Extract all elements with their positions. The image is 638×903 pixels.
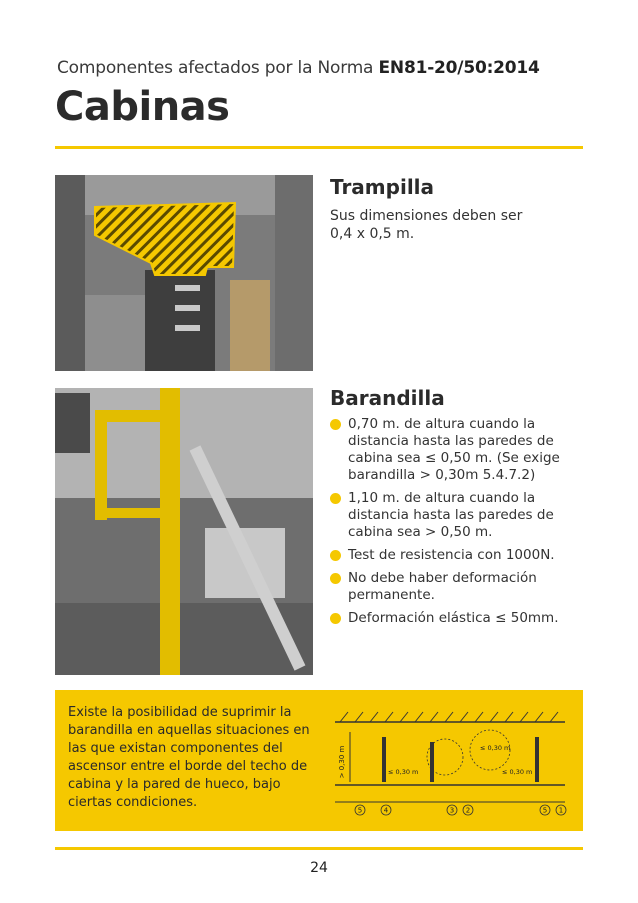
bullet-dot-icon <box>330 613 341 624</box>
clearance-diagram <box>330 702 570 820</box>
trampilla-text <box>330 207 522 243</box>
bullet-dot-icon <box>330 493 341 504</box>
diagram-dist-label-3: ≤ 0,30 m <box>502 768 533 776</box>
page-title: Cabinas <box>55 84 230 130</box>
callout-label: 5 <box>357 806 363 815</box>
trampilla-text-line2: 0,4 x 0,5 m. <box>330 226 415 242</box>
bullet-dot-icon <box>330 419 341 430</box>
callout-label: 5 <box>542 806 548 815</box>
callout-label: 4 <box>383 806 389 815</box>
callout-label: 3 <box>449 806 455 815</box>
subtitle-norm: EN81-20/50:2014 <box>378 58 540 78</box>
trampilla-photo <box>55 175 313 371</box>
trampilla-text-line1: Sus dimensiones deben ser <box>330 208 523 224</box>
bullet-dot-icon <box>330 550 341 561</box>
callout-label: 1 <box>558 806 564 815</box>
bullet-item: Test de resistencia con 1000N. <box>330 547 585 564</box>
barandilla-title: Barandilla <box>330 386 445 410</box>
barandilla-bullets <box>330 416 585 633</box>
bullet-item: 1,10 m. de altura cuando la distancia hasta las paredes de cabina sea > 0,50 m. <box>330 490 585 541</box>
trampilla-title: Trampilla <box>330 175 435 199</box>
note-text: Existe la posibilidad de suprimir la barandilla en aquellas situaciones en las que existan componentes del ascensor entre el borde del techo de cabina y la pared de hueco, bajo ciertas condiciones. <box>68 705 310 810</box>
bottom-divider <box>55 847 583 850</box>
page-subtitle <box>57 58 540 78</box>
diagram-dist-label-2: ≤ 0,30 m <box>480 744 511 752</box>
diagram-dist-label-1: ≤ 0,30 m <box>388 768 419 776</box>
diagram-height-label: > 0,30 m <box>338 745 346 779</box>
bullet-dot-icon <box>330 573 341 584</box>
bullet-item: No debe haber deformación permanente. <box>330 570 585 604</box>
note-box <box>55 690 583 831</box>
callout-label: 2 <box>465 806 471 815</box>
page-number: 24 <box>310 860 328 876</box>
bullet-item: Deformación elástica ≤ 50mm. <box>330 610 585 627</box>
top-divider <box>55 146 583 149</box>
bullet-item: 0,70 m. de altura cuando la distancia hasta las paredes de cabina sea ≤ 0,50 m. (Se exige barandilla > 0,30m 5.4.7.2) <box>330 416 585 484</box>
subtitle-prefix: Componentes afectados por la Norma <box>57 58 374 78</box>
barandilla-photo <box>55 388 313 675</box>
